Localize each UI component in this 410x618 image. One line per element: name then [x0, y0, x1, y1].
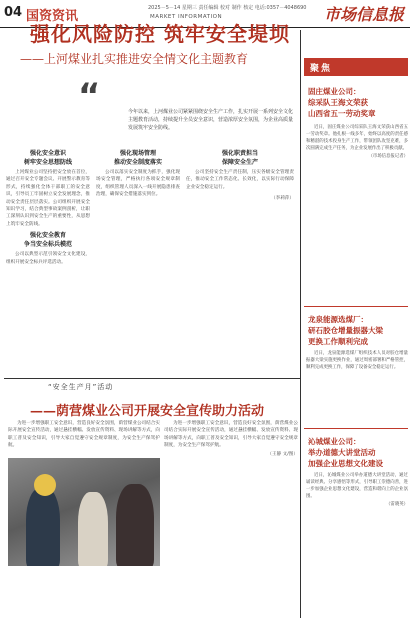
section-text: 公司以落实安全制度为抓手，强化现场安全管理，严格执行各项安全规章制度，组织管理人员深入一线开展隐患排查治理，确保安全措施落实到位。	[96, 170, 180, 198]
section-text: 上河煤业公司坚持把安全放在首位，通过召开安全专题会议、开展警示教育等形式，持续强化全体干部职工的安全意识，引导员工牢固树立安全发展理念，推动安全责任层层落实。公司组织开展安全知识学习，结合典型事故案例剖析，让职工深刻认识到安全生产的重要性，从思想上筑牢安全防线。	[6, 170, 90, 227]
section-divider	[4, 378, 300, 379]
header-meta-en: MARKET INFORMATION	[150, 14, 223, 20]
section-text: 公司坚持安全生产责任制，压实各级安全管理责任，推动安全工作常态化、长效化，以实际行动保障企业安全稳定运行。	[186, 170, 294, 190]
second-headline: ——荫营煤业公司开展安全宣传助力活动	[30, 404, 265, 419]
sidebar-label: 聚焦	[304, 58, 408, 76]
byline: （王静 文/图）	[267, 451, 298, 457]
story-text: 近日，沁城煤业公司举办道德大讲堂活动，通过诵读经典、分享感悟等形式，引导职工崇德向善，进一步加强企业思想文化建设，营造和谐向上的企业氛围。	[306, 473, 408, 499]
hardhat-icon	[34, 474, 56, 496]
sidebar-story-text	[306, 472, 408, 612]
section-title: 强化现场管理 推动安全制度落实	[113, 150, 162, 166]
section-title: 强化安全教育 争当安全标兵模范	[23, 232, 72, 249]
sidebar-story-title: 龙泉能源选煤厂： 研石胶仓增量振器大梁 更换工作顺利完成	[308, 315, 383, 346]
photo-figure	[78, 492, 108, 566]
main-subhead: ——上河煤业扎实推进安全情文化主题教育	[20, 52, 249, 66]
sidebar-story-title: 固庄煤业公司： 综采队王海文荣获 山西省五一劳动奖章	[308, 87, 376, 118]
story-text: 为进一步增强职工安全意识，营造良好安全氛围，荫营煤业公司结合实际开展安全宣传活动，通过悬挂横幅、发放宣传资料、现场讲解等方式，向职工普及安全知识，引导大家自觉遵守安全规章制度，为安全生产保驾护航。	[8, 421, 160, 449]
main-column-2	[96, 146, 180, 376]
section-title: 强化职责担当 保障安全生产	[221, 150, 258, 166]
byline: （雷晓英）	[386, 502, 408, 507]
photo-figure	[116, 484, 154, 566]
second-story-text-left	[8, 420, 160, 454]
story-kicker: “安全生产月”活动	[48, 383, 114, 391]
sidebar-divider	[304, 306, 408, 307]
sidebar-story-text	[306, 350, 408, 424]
section-name: 国资资讯	[26, 9, 79, 24]
story-text: 为进一步增强职工安全意识，营造良好安全氛围，荫营煤业公司结合实际开展安全宣传活动，通过悬挂横幅、发放宣传资料、现场讲解等方式，向职工普及安全知识，引导大家自觉遵守安全规章制度，为安全生产保驾护航。	[164, 421, 298, 449]
sidebar	[302, 30, 410, 618]
sidebar-story-title: 沁城煤业公司： 举办道德大讲堂活动 加强企业思想文化建设	[308, 437, 383, 468]
byline: （市场信息报记者）	[368, 154, 408, 159]
sidebar-divider	[304, 428, 408, 429]
newspaper-brand: 市场信息报	[323, 5, 404, 24]
story-text: 近日，龙泉能源选煤厂组织技术人员对胶仓增量振器大梁实施更换作业，通过周密部署和严格管控，顺利完成更换工作，保障了设备安全稳定运行。	[306, 351, 408, 370]
section-text: 公司以典型示范引领安全文化建设，组织开展安全标兵评选活动。	[6, 252, 90, 265]
header-meta: 2025－5－14 星期三 责任编辑 校对 制作 核定 电话:0357－4048690	[148, 5, 307, 11]
news-photo	[8, 458, 160, 566]
column-divider	[300, 30, 301, 618]
section-title: 强化安全意识 树牢安全思想防线	[23, 150, 72, 166]
main-column-3	[186, 146, 294, 376]
photo-figure	[26, 488, 60, 566]
second-story-text-right	[164, 420, 298, 600]
main-intro: 今年以来，上河煤业公司紧紧围绕安全生产工作，扎实开展一系列安全文化主题教育活动，持续提升全员安全意识，营造浓厚安全氛围，为企业高质量发展筑牢安全防线。	[128, 109, 294, 131]
main-headline: 强化风险防控 筑牢安全堤坝	[30, 22, 290, 46]
page-number: 04	[4, 5, 23, 20]
sidebar-story-text	[306, 124, 408, 302]
quote-mark-icon: “	[78, 76, 101, 116]
main-column-1	[6, 146, 90, 376]
story-text: 近日，固庄煤业公司综采队王海文荣获山西省五一劳动奖章。他扎根一线多年，始终以高度的责任感和精湛的技术投身生产工作，带领团队攻坚克难，多次圆满完成生产任务，为企业发展作出了积极贡献。	[306, 125, 408, 151]
byline: （李莉萍）	[271, 196, 294, 202]
